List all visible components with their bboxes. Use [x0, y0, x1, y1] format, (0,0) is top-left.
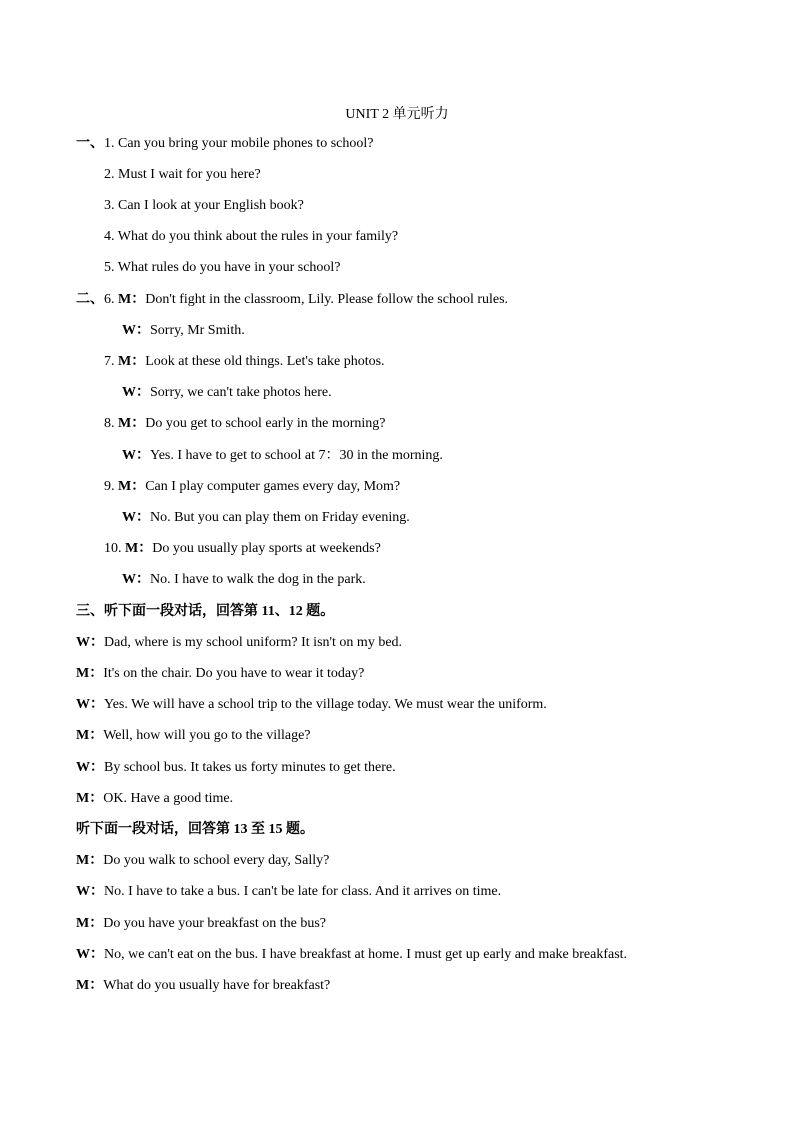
dialogue-line	[76, 852, 329, 870]
item-9-w-text: No. But you can play them on Friday evening.	[150, 510, 410, 525]
speaker-w: W：	[122, 323, 150, 338]
item-9-m-text: Can I play computer games every day, Mom?	[145, 479, 401, 494]
question-2: 2. Must I wait for you here?	[104, 167, 261, 182]
item-8-w-row	[122, 447, 443, 465]
dialogue-line	[76, 790, 233, 808]
speaker-label: W：	[76, 760, 104, 775]
speaker-w: W：	[122, 510, 150, 525]
item-10-m-text: Do you usually play sports at weekends?	[152, 541, 381, 556]
dialogue-text: No. I have to take a bus. I can't be late for class. And it arrives on time.	[104, 884, 502, 899]
item-7-number: 7.	[104, 354, 115, 369]
dialogue-line	[76, 759, 396, 777]
speaker-w: W：	[122, 385, 150, 400]
item-10-m-row	[104, 540, 381, 558]
dialogue-text: No, we can't eat on the bus. I have breakfast at home. I must get up early and make breakfast.	[104, 947, 628, 962]
speaker-m: M：	[118, 292, 146, 307]
dialogue-text: What do you usually have for breakfast?	[103, 978, 331, 993]
speaker-w: W：	[122, 448, 150, 463]
dialogue-line	[76, 915, 326, 933]
dialogue-line	[76, 977, 330, 995]
dialogue-line	[76, 883, 501, 901]
part2-row-6	[76, 291, 508, 309]
item-9-number: 9.	[104, 479, 115, 494]
item-9-m-row	[104, 478, 400, 496]
speaker-label: M：	[76, 791, 104, 806]
dialogue-text: Dad, where is my school uniform? It isn't on my bed.	[104, 635, 403, 650]
item-6-number: 6.	[104, 292, 115, 307]
question-3: 3. Can I look at your English book?	[104, 198, 304, 213]
dialogue-line	[76, 634, 402, 652]
speaker-m: M：	[118, 479, 146, 494]
speaker-label: M：	[76, 853, 104, 868]
part4-heading: 听下面一段对话，回答第 13 至 15 题。	[76, 822, 314, 837]
dialogue-text: By school bus. It takes us forty minutes to get there.	[104, 760, 396, 775]
item-7-m-row	[104, 353, 385, 371]
part1-marker: 一、	[76, 136, 104, 151]
speaker-label: M：	[76, 666, 104, 681]
speaker-label: M：	[76, 978, 104, 993]
item-10-w-text: No. I have to walk the dog in the park.	[150, 572, 366, 587]
dialogue-line	[76, 946, 627, 964]
speaker-m: M：	[118, 354, 146, 369]
part1-row-1	[76, 135, 373, 153]
part3-heading: 三、听下面一段对话，回答第 11、12 题。	[76, 604, 335, 619]
speaker-label: M：	[76, 728, 104, 743]
item-6-w-row	[122, 322, 245, 340]
dialogue-text: It's on the chair. Do you have to wear it today?	[103, 666, 365, 681]
item-8-m-text: Do you get to school early in the morning?	[145, 416, 386, 431]
item-9-w-row	[122, 509, 410, 527]
dialogue-line	[76, 727, 311, 745]
page-title: UNIT 2 单元听力	[345, 107, 449, 122]
item-8-number: 8.	[104, 416, 115, 431]
question-1: 1. Can you bring your mobile phones to school?	[104, 136, 374, 151]
dialogue-line	[76, 665, 364, 683]
item-8-m-row	[104, 415, 386, 433]
item-6-m-text: Don't fight in the classroom, Lily. Please follow the school rules.	[145, 292, 509, 307]
dialogue-text: Yes. We will have a school trip to the village today. We must wear the uniform.	[104, 697, 547, 712]
speaker-label: W：	[76, 635, 104, 650]
speaker-m: M：	[118, 416, 146, 431]
item-10-number: 10.	[104, 541, 122, 556]
item-7-w-text: Sorry, we can't take photos here.	[150, 385, 332, 400]
speaker-label: W：	[76, 697, 104, 712]
question-5: 5. What rules do you have in your school?	[104, 260, 341, 275]
speaker-m: M：	[125, 541, 153, 556]
speaker-label: W：	[76, 884, 104, 899]
speaker-label: W：	[76, 947, 104, 962]
part2-marker: 二、	[76, 292, 104, 307]
dialogue-line	[76, 696, 547, 714]
dialogue-text: Do you walk to school every day, Sally?	[103, 853, 330, 868]
item-7-w-row	[122, 384, 332, 402]
question-4: 4. What do you think about the rules in your family?	[104, 229, 399, 244]
speaker-w: W：	[122, 572, 150, 587]
item-6-w-text: Sorry, Mr Smith.	[150, 323, 245, 338]
dialogue-text: Do you have your breakfast on the bus?	[103, 916, 326, 931]
dialogue-text: Well, how will you go to the village?	[103, 728, 311, 743]
item-8-w-text: Yes. I have to get to school at 7：30 in the morning.	[150, 448, 443, 463]
item-7-m-text: Look at these old things. Let's take photos.	[145, 354, 385, 369]
item-10-w-row	[122, 571, 366, 589]
dialogue-text: OK. Have a good time.	[103, 791, 234, 806]
speaker-label: M：	[76, 916, 104, 931]
